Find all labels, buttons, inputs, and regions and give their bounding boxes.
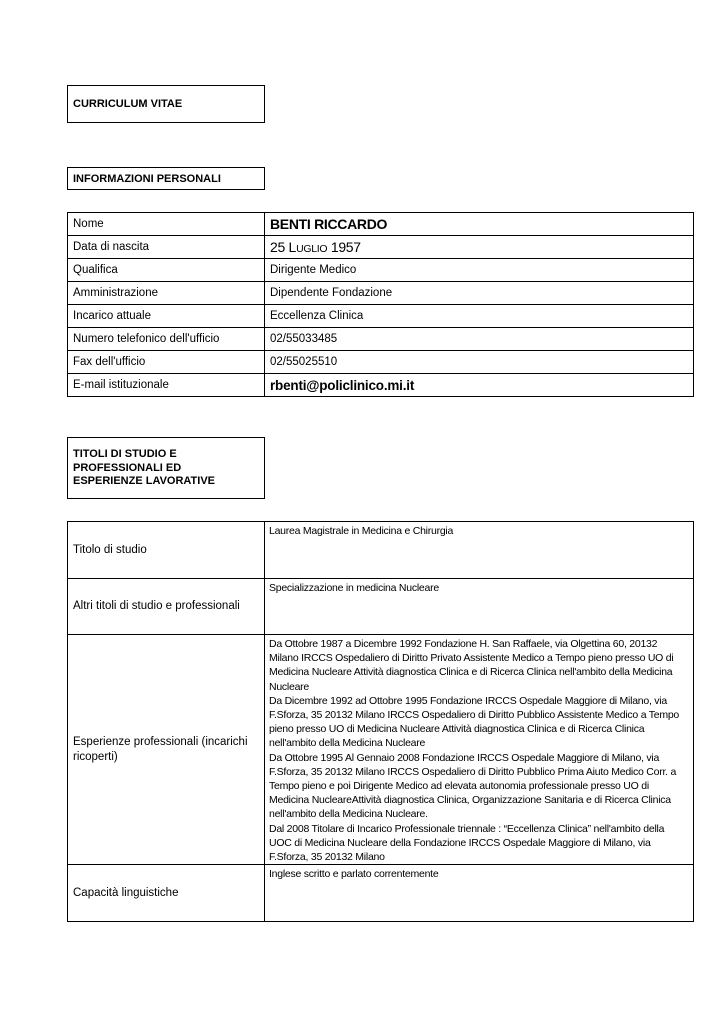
studies-section-box (67, 437, 265, 499)
titolo-label: Titolo di studio (68, 522, 265, 579)
amministrazione-label: Amministrazione (68, 282, 265, 305)
fax-value: 02/55025510 (265, 351, 694, 374)
table-row (68, 635, 694, 865)
personal-info-table (67, 212, 694, 397)
name-text: BENTI RICCARDO (270, 216, 388, 232)
table-row (68, 259, 694, 282)
incarico-value: Eccellenza Clinica (265, 305, 694, 328)
personal-section-box (67, 167, 265, 190)
dob-day: 25 L (270, 239, 297, 255)
studies-section-title-line2: PROFESSIONALI ED (73, 461, 182, 474)
cv-title: CURRICULUM VITAE (73, 98, 183, 110)
table-row (68, 213, 694, 236)
name-label: Nome (68, 213, 265, 236)
esperienze-value (265, 635, 694, 865)
table-row (68, 522, 694, 579)
table-row (68, 865, 694, 922)
cv-title-box (67, 85, 265, 123)
studies-section-title-line1: TITOLI DI STUDIO E (73, 448, 177, 460)
titolo-value: Laurea Magistrale in Medicina e Chirurgia (265, 522, 694, 579)
studies-table (67, 521, 694, 922)
amministrazione-value: Dipendente Fondazione (265, 282, 694, 305)
table-row (68, 282, 694, 305)
dob-value (265, 236, 694, 259)
dob-month: UGLIO (296, 243, 328, 255)
qualifica-label: Qualifica (68, 259, 265, 282)
phone-value: 02/55033485 (265, 328, 694, 351)
esperienza-paragraph: Da Ottobre 1987 a Dicembre 1992 Fondazione H. San Raffaele, via Olgettina 60, 20132 Milano IRCCS Ospedaliero di Diritto Privato Assistente Medico a Tempo pieno presso UO di Medicina Nucleare Attività diagnostica Clinica e di Ricerca Clinica nell'ambito della Medicina Nucleare (269, 638, 674, 693)
table-row (68, 328, 694, 351)
table-row (68, 305, 694, 328)
phone-label: Numero telefonico dell'ufficio (68, 328, 265, 351)
qualifica-value: Dirigente Medico (265, 259, 694, 282)
esperienza-paragraph: Dal 2008 Titolare di Incarico Professionale triennale : “Eccellenza Clinica” nell'ambito della UOC di Medicina Nucleare della Fondazione IRCCS Ospedale Maggiore di Milano, via F.Sforza, 35 20132 Milano (269, 822, 665, 864)
personal-section-title: INFORMAZIONI PERSONALI (73, 172, 221, 185)
altri-label: Altri titoli di studio e professionali (68, 579, 265, 635)
esperienza-paragraph: Da Dicembre 1992 ad Ottobre 1995 Fondazione IRCCS Ospedale Maggiore di Milano, via F.Sforza, 35 20132 Milano IRCCS Ospedaliero di Diritto Pubblico Assistente Medico a Tempo pieno presso UO di Medicina Nucleare Attività diagnostica Clinica e di Ricerca Clinica nell'ambito della Medicina Nucleare (269, 694, 680, 750)
email-value (265, 374, 694, 397)
lingue-label: Capacità linguistiche (68, 865, 265, 922)
dob-year: 1957 (327, 239, 361, 255)
email-link[interactable]: rbenti@policlinico.mi.it (270, 377, 415, 393)
esperienze-label: Esperienze professionali (incarichi ricoperti) (68, 635, 265, 865)
studies-section-title-line3: ESPERIENZE LAVORATIVE (73, 475, 216, 487)
name-value (265, 213, 694, 236)
esperienza-paragraph: Da Ottobre 1995 Al Gennaio 2008 Fondazione IRCCS Ospedale Maggiore di Milano, via F.Sforza, 35 20132 Milano IRCCS Ospedaliero di Diritto Pubblico Prima Aiuto Medico Corr. a Tempo pieno e poi Dirigente Medico ad elevata autonomia professionale presso UO di Medicina NucleareAttività diagnostica Clinica, Organizzazione Sanitaria e di Ricerca Clinica nell'ambito della Medicina Nucleare. (269, 751, 677, 821)
dob-label: Data di nascita (68, 236, 265, 259)
table-row (68, 236, 694, 259)
incarico-label: Incarico attuale (68, 305, 265, 328)
lingue-value: Inglese scritto e parlato correntemente (265, 865, 694, 922)
table-row (68, 579, 694, 635)
table-row (68, 351, 694, 374)
altri-value: Specializzazione in medicina Nucleare (265, 579, 694, 635)
fax-label: Fax dell'ufficio (68, 351, 265, 374)
email-label: E-mail istituzionale (68, 374, 265, 397)
table-row (68, 374, 694, 397)
